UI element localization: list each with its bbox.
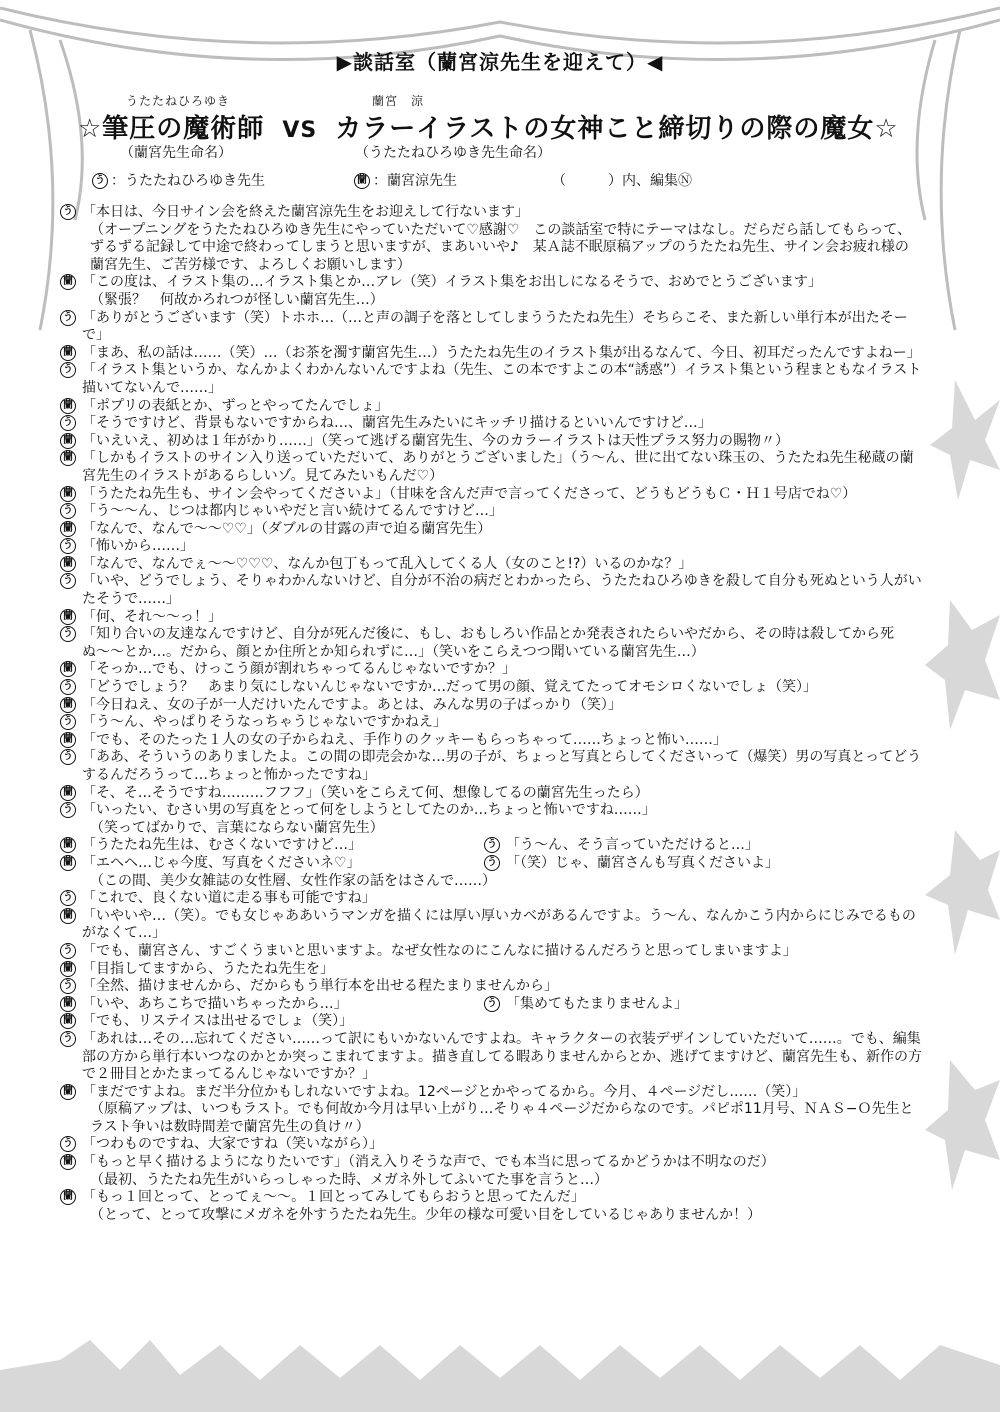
dialogue-line: [60, 820, 922, 838]
speaker-mark: 蘭: [60, 837, 76, 853]
main-title: [78, 108, 938, 145]
dialogue-line: [60, 943, 922, 961]
dialogue-text: 「（笑）じゃ、蘭宮さんも写真くださいよ」: [506, 854, 779, 871]
dialogue-text: 「う〜ん、そう言っていただけると…」: [506, 837, 759, 854]
right-furigana: 蘭宮 涼: [372, 94, 425, 108]
dialogue-line: [60, 661, 922, 679]
dialogue-line: [60, 855, 484, 873]
dialogue-split-row: [60, 855, 922, 873]
dialogue-line: [60, 362, 922, 397]
dialogue-line: [484, 837, 759, 855]
dialogue-line: [60, 415, 922, 433]
title-vs: VS: [282, 118, 318, 143]
dialogue-text: 「怖いから……」: [82, 538, 194, 555]
left-furigana: うたたねひろゆき: [126, 94, 231, 108]
dialogue-line: [60, 222, 922, 275]
dialogue-line: [60, 450, 922, 485]
legend-u-name: ：うたたねひろゆき先生: [111, 173, 265, 189]
speaker-mark: 蘭: [60, 785, 76, 801]
speaker-mark: う: [60, 714, 76, 730]
dialogue-text: 「そっか…でも、けっこう顔が割れちゃってるんじゃないですか？」: [82, 661, 516, 678]
speaker-mark: う: [484, 837, 500, 853]
dialogue-line: [60, 1207, 922, 1225]
speaker-mark: う: [60, 310, 76, 326]
speaker-mark: う: [60, 943, 76, 959]
dialogue-text: 「そうですけど、背景もないですからね…、蘭宮先生みたいにキッチリ描けるといいんですけど…」: [82, 415, 712, 432]
dialogue-text: 「しかもイラストのサイン入り送っていただいて、ありがとうございました」（う〜ん、世に出てない珠玉の、うたたね先生秘蔵の蘭宮先生のイラストがあるらしいゾ。見てみたいもんだ♡）: [82, 450, 914, 484]
dialogue-split-row: [60, 996, 922, 1014]
dialogue-line: [60, 873, 922, 891]
dialogue-text: 「集めてもたまりませんよ」: [506, 995, 688, 1012]
dialogue-line: [60, 626, 922, 661]
dialogue-line: [60, 521, 922, 539]
dialogue-text: 「もっと早く描けるようになりたいです」（消え入りそうな声で、でも本当に思ってるかどうかは不明なのだ）: [82, 1154, 775, 1171]
dialogue-text: 「イラスト集というか、なんかよくわかんないんですよね（先生、この本ですよこの本“誘惑”）イラスト集という程まともなイラスト描いてないんで……」: [82, 362, 922, 396]
dialogue-text: 「そ、そ…そうですね………フフフ」（笑いをこらえて何、想像してるの蘭宮先生ったら）: [82, 784, 649, 801]
dialogue-line: [60, 996, 484, 1014]
dialogue-text: 「この度は、イラスト集の…イラスト集とか…アレ（笑）イラスト集をお出しになるそうで、おめでとうございます」: [82, 274, 822, 291]
speaker-mark: う: [60, 362, 76, 378]
speaker-mark: う: [60, 679, 76, 695]
dialogue-text: 「エヘヘ…じゃ今度、写真をくださいネ♡」: [82, 854, 361, 871]
speaker-mark: 蘭: [354, 173, 370, 189]
dialogue-text: 「つわものですね、大家ですね（笑いながら）」: [82, 1136, 383, 1153]
dialogue-text: 「あれは…その…忘れてください……って訳にもいかないんですよね。キャラクターの衣装デザインしていただいて……。でも、編集部の方から単行本いつなのかとか突っこまれてますよ。描き直してる暇ありませんからとか、逃げてますけど、蘭宮先生も、新作の方で２冊目とかたまってるんじゃないですか？」: [82, 1030, 922, 1083]
speaker-mark: 蘭: [60, 274, 76, 290]
dialogue-line: [60, 679, 922, 697]
dialogue-line: [484, 855, 779, 873]
dialogue-text: 「でも、蘭宮さん、すごくうまいと思いますよ。なぜ女性なのにこんなに描けるんだろうと思ってしまいますよ」: [82, 942, 797, 959]
title-right: カラーイラストの女神こと締切りの際の魔女☆: [335, 114, 899, 144]
dialogue-text: 「いやいや…（笑）。でも女じゃああいうマンガを描くには厚い厚いカベがあるんですよ。う〜ん、なんかこう内からにじみでるものがなくて…」: [82, 907, 916, 942]
dialogue-line: [60, 486, 922, 504]
dialogue-line: [60, 204, 922, 222]
dialogue-text: 「知り合いの友達なんですけど、自分が死んだ後に、もし、おもしろい作品とか発表されたらいやだから、その時は殺してから死ぬ〜〜とか…。だから、顔とか住所とか知られずに…」（笑いをこらえつつ聞いている蘭宮先生…）: [82, 626, 894, 660]
dialogue-line: [60, 573, 922, 608]
dialogue-text: 「本日は、今日サイン会を終えた蘭宮涼先生をお迎えして行ないます」: [82, 204, 530, 220]
dialogue-text: 「う〜〜ん、じつは都内じゃいやだと言い続けてるんですけど…」: [82, 503, 503, 520]
dialogue-line: [60, 345, 922, 363]
dialogue-text: 「もっ１回とって、とってぇ〜〜。１回とってみしてもらおうと思ってたんだ」: [82, 1189, 585, 1206]
dialogue-line: [60, 802, 922, 820]
dialogue-text: 「いや、どうでしょう、そりゃわかんないけど、自分が不治の病だとわかったら、うたたねひろゆきを殺して自分も死ぬという人がいたそうで……」: [82, 573, 922, 608]
dialogue-line: [60, 961, 922, 979]
dialogue-line: [60, 503, 922, 521]
dialogue-line: [60, 837, 484, 855]
dialogue-text: 「でも、そのたった１人の女の子からねえ、手作りのクッキーもらっちゃって……ちょっと怖い……」: [82, 731, 727, 748]
dialogue-text: 「まだですよね。まだ半分位かもしれないですよね。12ページとかやってるから。今月、４ページだし……（笑）」: [82, 1083, 807, 1100]
speaker-mark: 蘭: [60, 996, 76, 1012]
editor-note: （原稿アップは、いつもラスト。でも何故か今月は早い上がり…そりゃ４ページだからなのです。パピポ11月号、ＮＡＳ−Ｏ先生とラスト争いは数時間差で蘭宮先生の負け〃）: [90, 1101, 914, 1135]
dialogue-line: [60, 398, 922, 416]
dialogue-text: 「いえいえ、初めは１年がかり……」（笑って逃げる蘭宮先生、今のカラーイラストは天性プラス努力の賜物〃）: [82, 432, 789, 449]
speaker-mark: う: [60, 573, 76, 589]
speaker-mark: 蘭: [60, 961, 76, 977]
editor-note: （オープニングをうたたねひろゆき先生にやっていただいて♡感謝♡ この談話室で特にテーマはなし。だらだら話してもらって、ずるずる記録して中途で終わってしまうと思いますが、まあいいや♪ 某Ａ誌不眠原稿アップのうたたね先生、サイン会お疲れ様の蘭宮先生、ご苦労様です、よろしくお願いします）: [90, 221, 912, 273]
dialogue-line: [60, 292, 922, 310]
speaker-mark: 蘭: [60, 697, 76, 713]
dialogue-line: [60, 785, 922, 803]
editor-note: （最初、うたたね先生がいらっしゃった時、メガネ外してふいてた事を言うと…）: [90, 1171, 608, 1188]
dialogue-split-row: [60, 837, 922, 855]
speaker-mark: 蘭: [60, 450, 76, 466]
legend-editor: （ ）内、編集Ⓝ: [552, 173, 692, 189]
speaker-mark: 蘭: [60, 521, 76, 537]
speaker-mark: 蘭: [60, 345, 76, 361]
dialogue-line: [60, 732, 922, 750]
speaker-mark: 蘭: [60, 1013, 76, 1029]
dialogue-line: [60, 433, 922, 451]
speaker-mark: 蘭: [60, 1154, 76, 1170]
dialogue-line: [60, 1172, 922, 1190]
speaker-mark: う: [60, 1031, 76, 1047]
speaker-mark: 蘭: [60, 556, 76, 572]
dialogue-text: 「ああ、そういうのありましたよ。この間の即売会かな…男の子が、ちょっと写真とらしてくださいって（爆笑）男の写真とってどうするんだろうって…ちょっと怖かったですね」: [82, 749, 922, 783]
dialogue-line: [60, 1031, 922, 1084]
dialogue-line: [60, 714, 922, 732]
dialogue-text: 「何、それ〜〜っ！」: [82, 608, 222, 625]
dialogue-line: [60, 890, 922, 908]
legend-u: [92, 170, 265, 190]
dialogue-text: 「目指してますから、うたたね先生を」: [82, 960, 334, 977]
dialogue-text: 「これで、良くない道に走る事も可能ですね」: [82, 890, 376, 907]
dialogue-text: 「う〜ん、やっぱりそうなっちゃうじゃないですかねえ」: [82, 714, 447, 731]
speaker-mark: 蘭: [60, 661, 76, 677]
conversation: [60, 204, 922, 1224]
page-header: ▶談話室（蘭宮涼先生を迎えて）◀: [336, 50, 664, 74]
dialogue-line: [60, 556, 922, 574]
title-left: ☆筆圧の魔術師: [78, 114, 265, 144]
dialogue-text: 「なんで、なんでぇ〜〜♡♡♡、なんか包丁もって乱入してくる人（女のこと!?）いるのかな？」: [82, 555, 693, 572]
speaker-mark: う: [60, 978, 76, 994]
dialogue-line: [60, 1101, 922, 1136]
speaker-mark: う: [60, 204, 76, 220]
legend-r: [354, 170, 457, 190]
speaker-mark: う: [60, 415, 76, 431]
dialogue-text: 「うたたね先生も、サイン会やってくださいよ」（甘味を含んだ声で言ってくださって、どうもどうもＣ・Ｈ１号店でね♡）: [82, 485, 857, 502]
dialogue-line: [60, 1154, 922, 1172]
dialogue-line: [60, 1136, 922, 1154]
dialogue-line: [60, 1013, 922, 1031]
speaker-mark: 蘭: [60, 398, 76, 414]
dialogue-line: [60, 978, 922, 996]
speaker-mark: う: [484, 855, 500, 871]
speaker-mark: う: [60, 802, 76, 818]
editor-note: （この間、美少女雑誌の女性層、女性作家の話をはさんで……）: [90, 872, 496, 889]
editor-note: （緊張？ 何故かろれつが怪しい蘭宮先生…）: [90, 291, 384, 308]
dialogue-text: 「うたたね先生は、むさくないですけど…」: [82, 837, 362, 854]
speaker-mark: 蘭: [60, 609, 76, 625]
speaker-mark: 蘭: [60, 486, 76, 502]
speaker-mark: う: [60, 1136, 76, 1152]
dialogue-text: 「ポプリの表紙とか、ずっとやってたんでしょ」: [82, 397, 389, 414]
dialogue-line: [60, 310, 922, 345]
dialogue-text: 「全然、描けませんから、だからもう単行本を出せる程たまりませんから」: [82, 978, 558, 995]
editor-note: （とって、とって攻撃にメガネを外すうたたね先生。少年の様な可愛い目をしているじゃありませんか！）: [90, 1206, 762, 1223]
speaker-mark: う: [60, 890, 76, 906]
speaker-mark: う: [92, 173, 108, 189]
dialogue-text: 「いや、あちこちで描いちゃったから…」: [82, 995, 348, 1012]
dialogue-line: [60, 1084, 922, 1102]
dialogue-text: 「でも、リステイスは出せるでしょ（笑）」: [82, 1013, 354, 1030]
speaker-mark: 蘭: [60, 433, 76, 449]
speaker-mark: 蘭: [60, 1189, 76, 1205]
dialogue-line: [60, 274, 922, 292]
speaker-mark: 蘭: [60, 908, 76, 924]
dialogue-line: [60, 908, 922, 943]
speaker-mark: う: [60, 503, 76, 519]
left-subtitle: （蘭宮先生命名）: [120, 145, 232, 161]
legend-r-name: ：蘭宮涼先生: [373, 173, 457, 189]
dialogue-text: 「ありがとうございます（笑）トホホ…（…と声の調子を落としてしまううたたね先生）そちらこそ、また新しい単行本が出たそーで」: [82, 309, 908, 344]
dialogue-line: [60, 538, 922, 556]
dialogue-line: [60, 749, 922, 784]
dialogue-text: 「まあ、私の話は……（笑）…（お茶を濁す蘭宮先生…）うたたね先生のイラスト集が出るなんて、今日、初耳だったんですよねー」: [82, 344, 921, 361]
speaker-mark: う: [60, 626, 76, 642]
dialogue-line: [60, 697, 922, 715]
dialogue-line: [60, 609, 922, 627]
dialogue-text: 「いったい、むさい男の写真をとって何をしようとしてたのか…ちょっと怖いですね……」: [82, 802, 656, 819]
speaker-mark: う: [60, 538, 76, 554]
speaker-mark: 蘭: [60, 732, 76, 748]
right-subtitle: （うたたねひろゆき先生命名）: [355, 145, 551, 161]
dialogue-line: [60, 1189, 922, 1207]
dialogue-text: 「今日ねえ、女の子が一人だけいたんですよ。あとは、みんな男の子ばっかり（笑）」: [82, 696, 622, 713]
speaker-mark: 蘭: [60, 855, 76, 871]
speaker-mark: う: [484, 996, 500, 1012]
speaker-mark: 蘭: [60, 1084, 76, 1100]
dialogue-text: 「どうでしょう？ あまり気にしないんじゃないですか…だって男の顔、覚えてたってオモシロくないでしょ（笑）」: [82, 679, 817, 696]
editor-note: （笑ってばかりで、言葉にならない蘭宮先生）: [90, 819, 384, 836]
dialogue-text: 「なんで、なんで〜〜♡♡」（ダブルの甘露の声で迫る蘭宮先生）: [82, 520, 492, 537]
dialogue-line: [484, 996, 688, 1014]
speaker-mark: う: [60, 749, 76, 765]
